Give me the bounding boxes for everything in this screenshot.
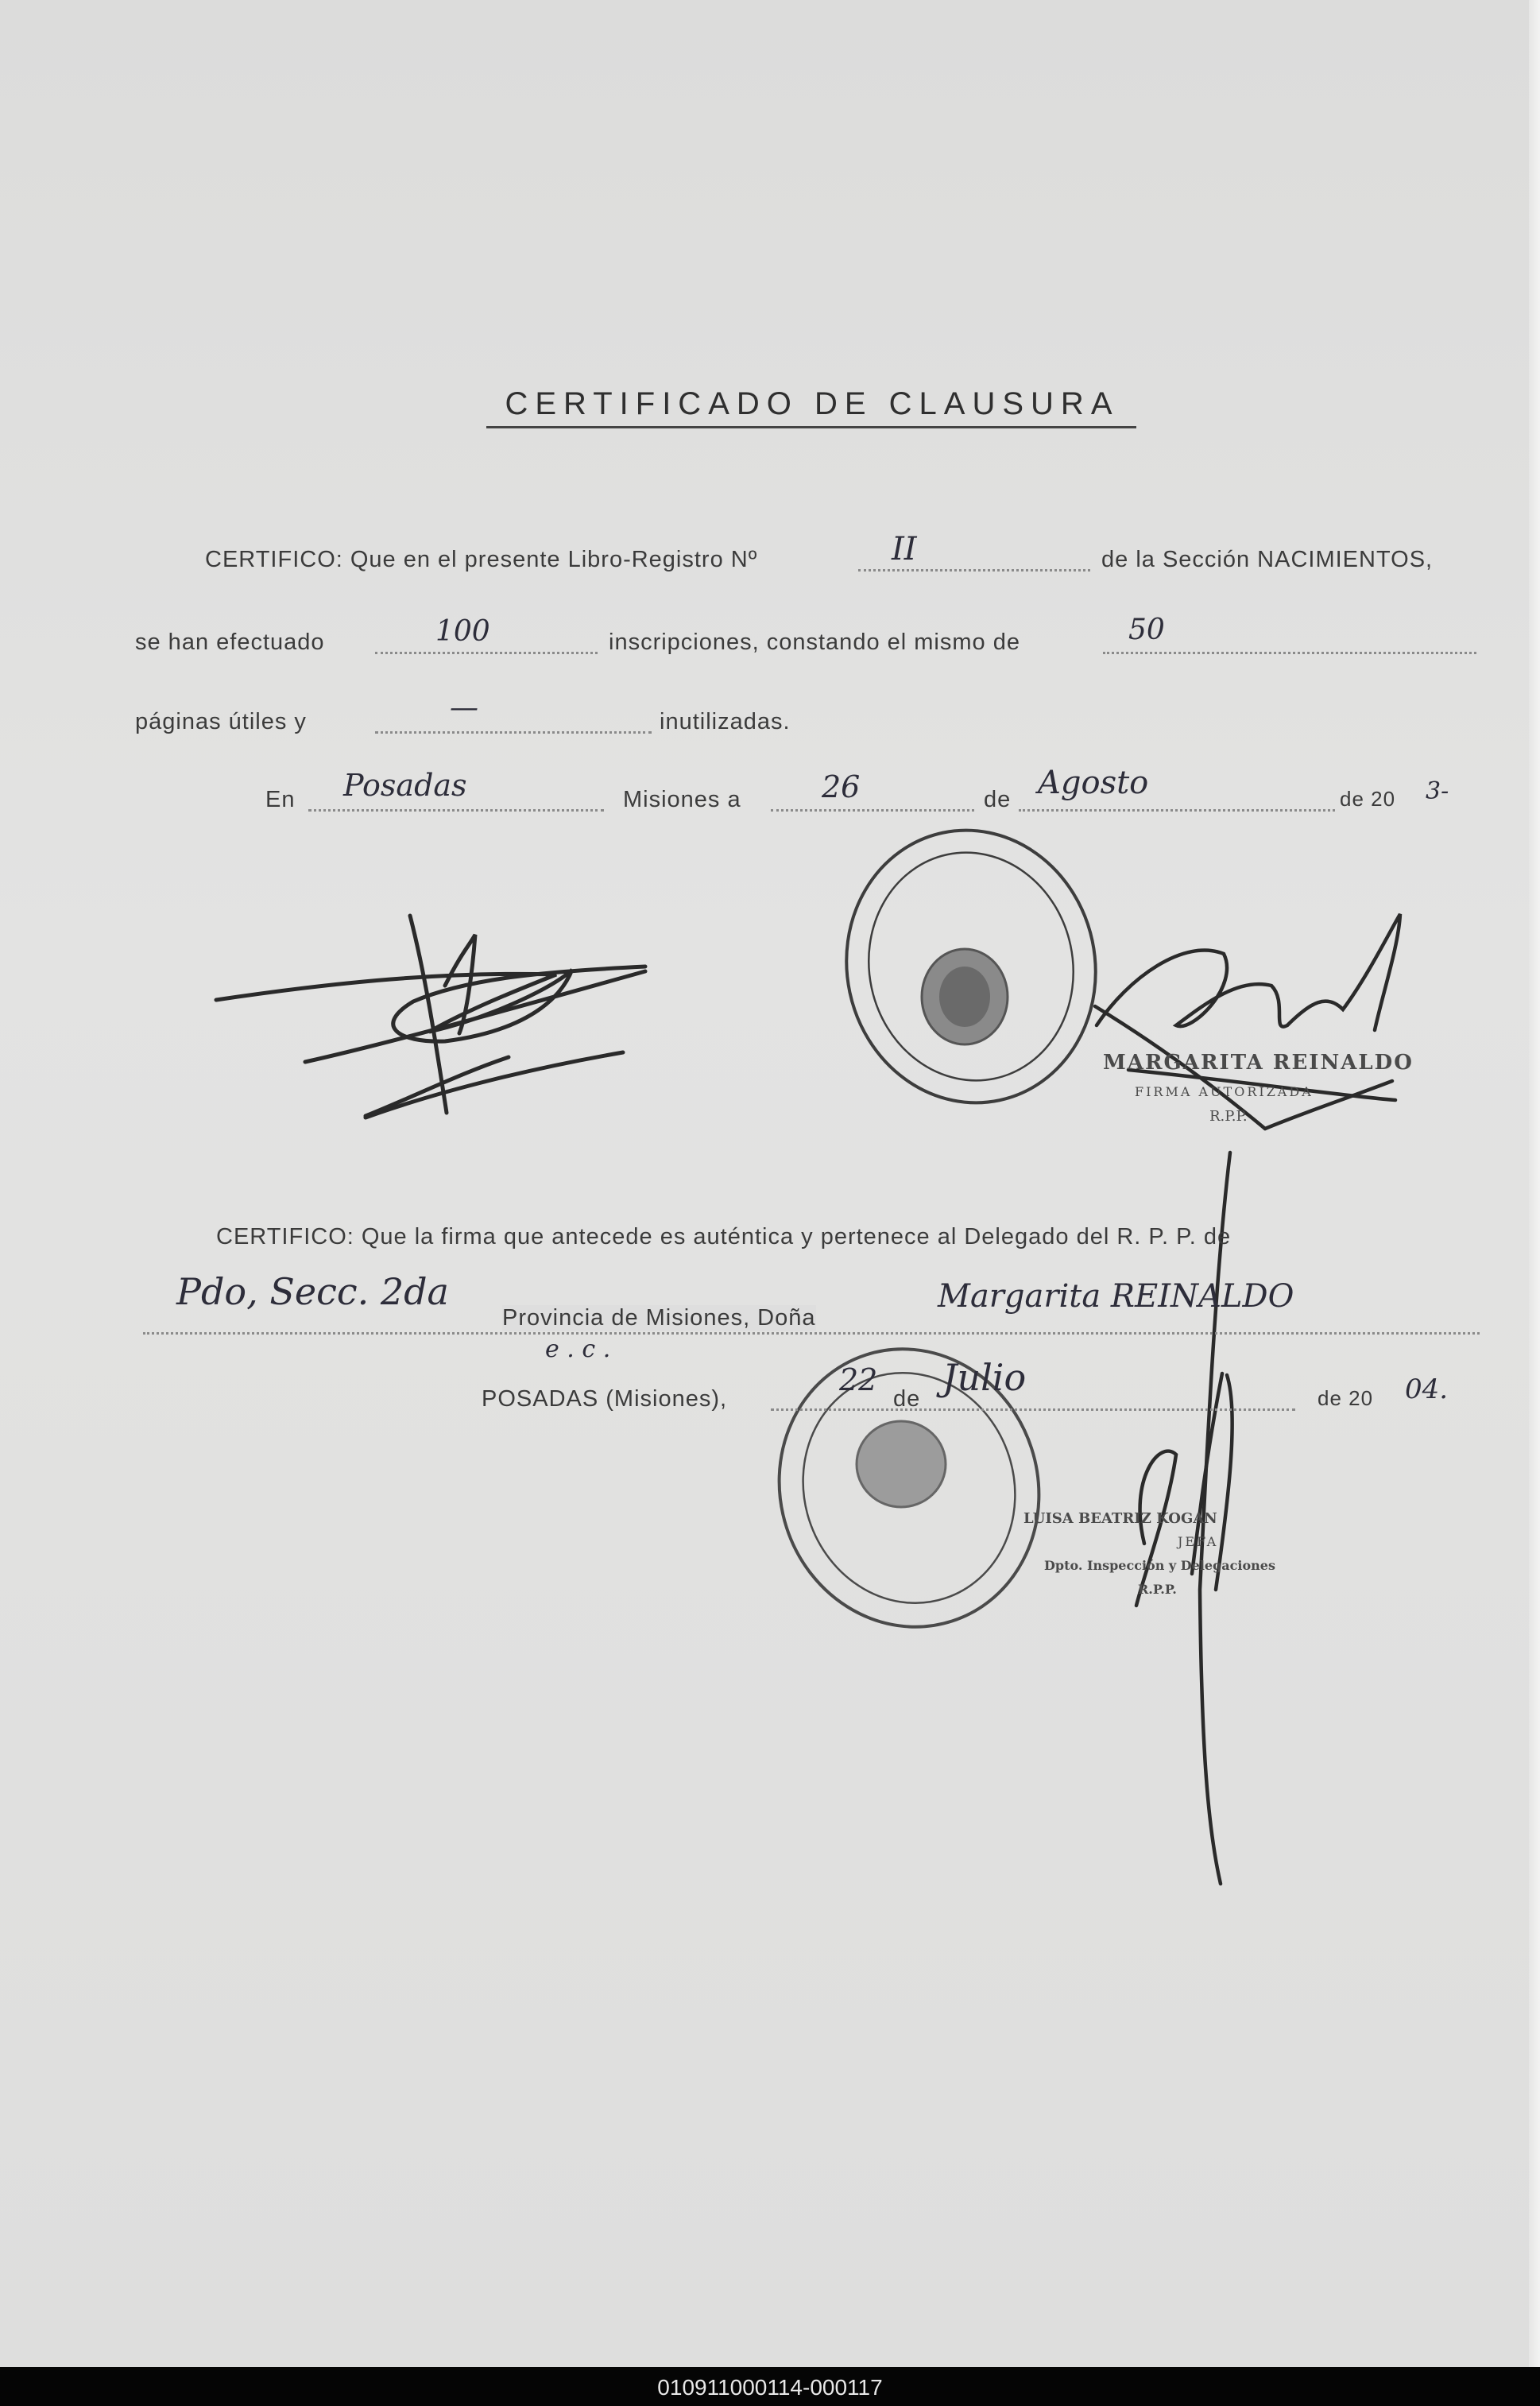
closure-line-4-year-prefix: de 20 [1340, 787, 1396, 811]
auth-line-1: CERTIFICO: Que la firma que antecede es auténtica y pertenece al Delegado del R. P. P. de [216, 1224, 1232, 1249]
stamp2-signer-org: R.P.P. [1138, 1582, 1177, 1597]
stamp2-signer-role: JEFA [1178, 1534, 1219, 1549]
mes: Agosto [1038, 765, 1149, 801]
auth-line-3-lugar: POSADAS (Misiones), [482, 1386, 728, 1412]
document-title: CERTIFICADO DE CLAUSURA [505, 386, 1120, 421]
inutilizadas-count: — [450, 692, 478, 724]
lugar: Posadas [343, 768, 467, 803]
stamp-provincial-registry [822, 807, 1121, 1126]
closure-line-2-middle: inscripciones, constando el mismo de [609, 630, 1020, 655]
left-signature [216, 916, 645, 1118]
fill-line [771, 1408, 1295, 1411]
libro-numero: II [892, 531, 917, 568]
closure-line-4-de: de [984, 787, 1012, 812]
stamp2-signer-dept: Dpto. Inspección y Delegaciones [1044, 1558, 1275, 1573]
auth-dia: 22 [839, 1362, 878, 1397]
stamp1-signer-name: MARGARITA REINALDO [1103, 1051, 1414, 1075]
auth-mes: Julio [942, 1356, 1027, 1399]
closure-line-1-prefix: CERTIFICO: Que en el presente Libro-Registro Nº [205, 547, 758, 572]
auth-line-3-year-prefix: de 20 [1318, 1386, 1374, 1410]
delegacion: Pdo, Secc. 2da [176, 1270, 449, 1313]
paginas-count: 50 [1128, 614, 1165, 646]
closure-line-1-suffix: de la Sección NACIMIENTOS, [1101, 547, 1434, 572]
auth-line-2-provincia: Provincia de Misiones, Doña [502, 1305, 816, 1331]
stamp1-signer-org: R.P.P. [1209, 1108, 1248, 1125]
stamp1-signer-role: FIRMA AUTORIZADA [1135, 1084, 1314, 1099]
closure-line-4-misiones: Misiones a [623, 787, 741, 812]
scan-document-id: 010911000114-000117 [657, 2375, 883, 2400]
inscripciones-count: 100 [435, 615, 490, 648]
nombre-delegado: Margarita REINALDO [938, 1278, 1294, 1315]
closure-line-2-prefix: se han efectuado [135, 630, 325, 655]
auth-anio: 04. [1405, 1373, 1449, 1405]
closure-line-3-suffix: inutilizadas. [660, 709, 791, 734]
anio: 3- [1426, 777, 1449, 805]
dia: 26 [822, 769, 861, 804]
fill-line [143, 1332, 1480, 1335]
closure-line-3-prefix: páginas útiles y [135, 709, 307, 734]
ec-note: e . c . [545, 1335, 611, 1363]
stamp2-signer-name: LUISA BEATRIZ KOGAN [1023, 1510, 1217, 1527]
auth-line-3-de: de [893, 1386, 921, 1412]
closure-line-4-en: En [265, 787, 296, 812]
